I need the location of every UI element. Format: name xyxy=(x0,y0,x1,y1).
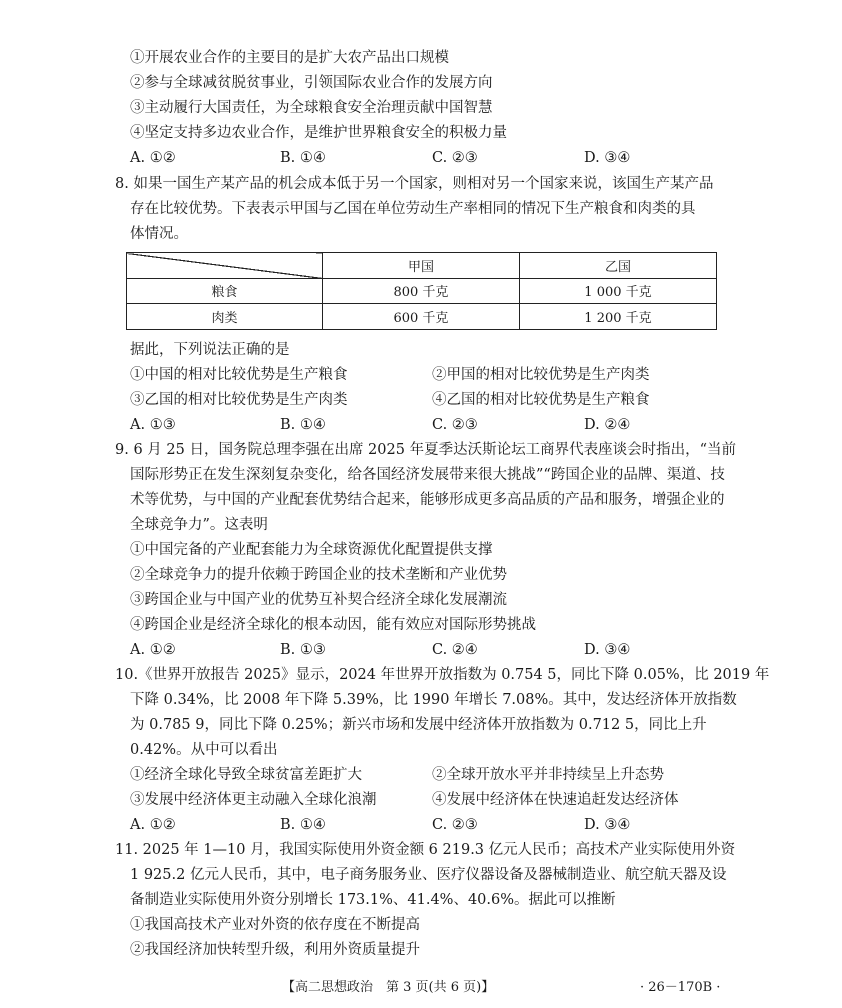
table-row-label: 肉类 xyxy=(127,304,323,330)
q10-option-d: D. ③④ xyxy=(584,817,631,833)
q8-stem-1: 8. 如果一国生产某产品的机会成本低于另一个国家，则相对另一个国家来说，该国生产某产品 xyxy=(115,176,714,192)
q9-stem-3: 术等优势，与中国的产业配套优势结合起来，能够形成更多高品质的产品和服务，增强企业的 xyxy=(130,492,725,508)
q8-statement-3: ③乙国的相对比较优势是生产肉类 xyxy=(130,392,348,408)
q10-stem-4: 0.42%。从中可以看出 xyxy=(130,742,278,758)
table-cell: 600 千克 xyxy=(322,304,519,330)
q10-stem-2: 下降 0.34%，比 2008 年下降 5.39%，比 1990 年增长 7.08%。其中，发达经济体开放指数 xyxy=(130,692,737,708)
q8-lead: 据此，下列说法正确的是 xyxy=(130,342,290,358)
q8-option-c: C. ②③ xyxy=(432,417,478,433)
q10-option-a: A. ①② xyxy=(130,817,176,833)
table-row-label: 粮食 xyxy=(127,278,323,304)
table-cell: 800 千克 xyxy=(322,278,519,304)
table-row xyxy=(127,304,717,330)
q8-option-a: A. ①③ xyxy=(130,417,176,433)
table-diagonal-cell xyxy=(127,253,323,279)
page-footer-code: · 26－170B · xyxy=(640,980,721,995)
q10-statement-4: ④发展中经济体在快速追赶发达经济体 xyxy=(432,792,679,808)
q9-stem-2: 国际形势正在发生深刻复杂变化，给各国经济发展带来很大挑战”“跨国企业的品牌、渠道、技 xyxy=(130,467,725,483)
q8-stem-2: 存在比较优势。下表表示甲国与乙国在单位劳动生产率相同的情况下生产粮食和肉类的具 xyxy=(130,201,696,217)
q10-statement-2: ②全球开放水平并非持续呈上升态势 xyxy=(432,767,664,783)
q11-statement-2: ②我国经济加快转型升级，利用外资质量提升 xyxy=(130,942,420,958)
q11-stem-2: 1 925.2 亿元人民币，其中，电子商务服务业、医疗仪器设备及器械制造业、航空航天器及设 xyxy=(130,867,727,883)
q10-option-c: C. ②③ xyxy=(432,817,478,833)
q10-statement-3: ③发展中经济体更主动融入全球化浪潮 xyxy=(130,792,377,808)
q7-option-a: A. ①② xyxy=(130,150,176,166)
q9-stem-4: 全球竞争力”。这表明 xyxy=(130,517,268,533)
q8-statement-4: ④乙国的相对比较优势是生产粮食 xyxy=(432,392,650,408)
q11-stem-1: 11. 2025 年 1—10 月，我国实际使用外资金额 6 219.3 亿元人民币；高技术产业实际使用外资 xyxy=(115,842,736,858)
q10-stem-1: 10.《世界开放报告 2025》显示，2024 年世界开放指数为 0.754 5，同比下降 0.05%，比 2019 年 xyxy=(115,667,770,683)
q9-option-d: D. ③④ xyxy=(584,642,631,658)
q7-option-b: B. ①④ xyxy=(280,150,326,166)
table-header-a: 甲国 xyxy=(322,253,519,279)
q9-option-b: B. ①③ xyxy=(280,642,326,658)
q10-statement-1: ①经济全球化导致全球贫富差距扩大 xyxy=(130,767,362,783)
q9-statement-2: ②全球竞争力的提升依赖于跨国企业的技术垄断和产业优势 xyxy=(130,567,507,583)
q8-statement-1: ①中国的相对比较优势是生产粮食 xyxy=(130,367,348,383)
q8-stem-3: 体情况。 xyxy=(130,226,188,242)
q7-option-c: C. ②③ xyxy=(432,150,478,166)
q9-option-c: C. ②④ xyxy=(432,642,478,658)
table-cell: 1 200 千克 xyxy=(519,304,716,330)
q11-stem-3: 备制造业实际使用外资分别增长 173.1%、41.4%、40.6%。据此可以推断 xyxy=(130,892,616,908)
q7-option-d: D. ③④ xyxy=(584,150,631,166)
q7-statement-4: ④坚定支持多边农业合作，是维护世界粮食安全的积极力量 xyxy=(130,125,507,141)
q8-option-b: B. ①④ xyxy=(280,417,326,433)
q7-statement-2: ②参与全球减贫脱贫事业，引领国际农业合作的发展方向 xyxy=(130,75,493,91)
q8-statement-2: ②甲国的相对比较优势是生产肉类 xyxy=(432,367,650,383)
table-cell: 1 000 千克 xyxy=(519,278,716,304)
q8-table xyxy=(126,252,717,330)
q9-statement-3: ③跨国企业与中国产业的优势互补契合经济全球化发展潮流 xyxy=(130,592,507,608)
table-header-b: 乙国 xyxy=(519,253,716,279)
q8-option-d: D. ②④ xyxy=(584,417,631,433)
q9-statement-4: ④跨国企业是经济全球化的根本动因，能有效应对国际形势挑战 xyxy=(130,617,536,633)
q9-statement-1: ①中国完备的产业配套能力为全球资源优化配置提供支撑 xyxy=(130,542,493,558)
page-footer-label: 【高二思想政治 第 3 页(共 6 页)】 xyxy=(282,980,495,995)
q10-stem-3: 为 0.785 9，同比下降 0.25%；新兴市场和发展中经济体开放指数为 0.712 5，同比上升 xyxy=(130,717,707,733)
q9-stem-1: 9. 6 月 25 日，国务院总理李强在出席 2025 年夏季达沃斯论坛工商界代表座谈会时指出，“当前 xyxy=(115,442,736,458)
q10-option-b: B. ①④ xyxy=(280,817,326,833)
q11-statement-1: ①我国高技术产业对外资的依存度在不断提高 xyxy=(130,917,420,933)
table-row xyxy=(127,278,717,304)
q7-statement-3: ③主动履行大国责任，为全球粮食安全治理贡献中国智慧 xyxy=(130,100,493,116)
q9-option-a: A. ①② xyxy=(130,642,176,658)
q7-statement-1: ①开展农业合作的主要目的是扩大农产品出口规模 xyxy=(130,50,449,66)
